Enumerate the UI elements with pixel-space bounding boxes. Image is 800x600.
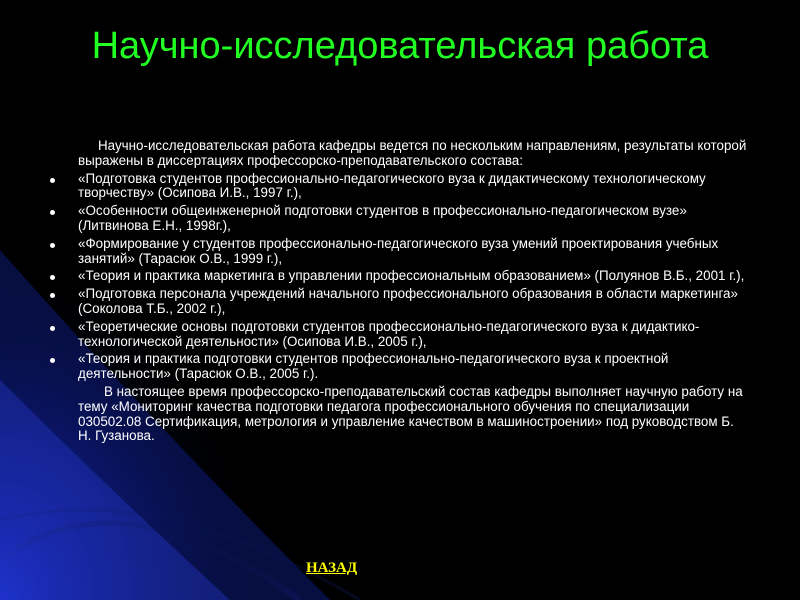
bullet-dot-icon [50, 326, 55, 331]
list-item-text: «Особенности общеинженерной подготовки студентов в профессионально-педагогическом вузе» (Литвинова Е.Н., 1998г.), [78, 203, 687, 233]
intro-paragraph: Научно-исследовательская работа кафедры ведется по нескольким направлениям, результаты которой выражены в диссертациях профессорско-преподавательского состава: [78, 138, 747, 168]
list-item-text: «Теоретические основы подготовки студентов профессионально-педагогического вуза к дидактико-технологической деятельности» (Осипова И.В., 2005 г.), [78, 318, 700, 349]
bullet-dot-icon [50, 178, 55, 183]
list-item-text: «Подготовка персонала учреждений начального профессионального образования в области маркетинга» (Соколова Т.Б., 2002 г.), [78, 286, 738, 316]
back-link[interactable]: НАЗАД [306, 560, 358, 576]
page-title: Научно-исследовательская работа [91, 25, 709, 67]
list-item [50, 352, 750, 382]
slide-body [50, 139, 750, 444]
list-item [50, 237, 750, 267]
list-item [50, 269, 750, 284]
list-item [50, 287, 750, 317]
list-item-text: «Подготовка студентов профессионально-педагогического вуза к дидактическому технологическому творчеству» (Осипова И.В., 1997 г.), [78, 170, 706, 201]
list-item [50, 172, 750, 202]
bullet-dot-icon [50, 358, 55, 363]
list-item [50, 320, 750, 350]
list-item-text: «Формирование у студентов профессионально-педагогического вуза умений проектирования учебных занятий» (Тарасюк О.В., 1999 г.), [78, 235, 719, 266]
bullet-dot-icon [50, 210, 55, 215]
bullet-dot-icon [50, 275, 55, 280]
closing-paragraph: В настоящее время профессорско-преподавательский состав кафедры выполняет научную работу на тему «Мониторинг качества подготовки педагога профессионального обучения по специализации 030502.08 Сертификация, метрология и управление качеством в машиностроении» под руководством Б. Н. Гузанова. [78, 383, 743, 444]
list-item-text: «Теория и практика подготовки студентов профессионально-педагогического вуза к проектной деятельности» (Тарасюк О.В., 2005 г.). [78, 351, 669, 382]
list-item-text: «Теория и практика маркетинга в управлении профессиональным образованием» (Полуянов В.Б., 2001 г.), [78, 268, 745, 284]
publication-list [50, 172, 750, 382]
list-item [50, 204, 750, 234]
bullet-dot-icon [50, 243, 55, 248]
bullet-dot-icon [50, 293, 55, 298]
